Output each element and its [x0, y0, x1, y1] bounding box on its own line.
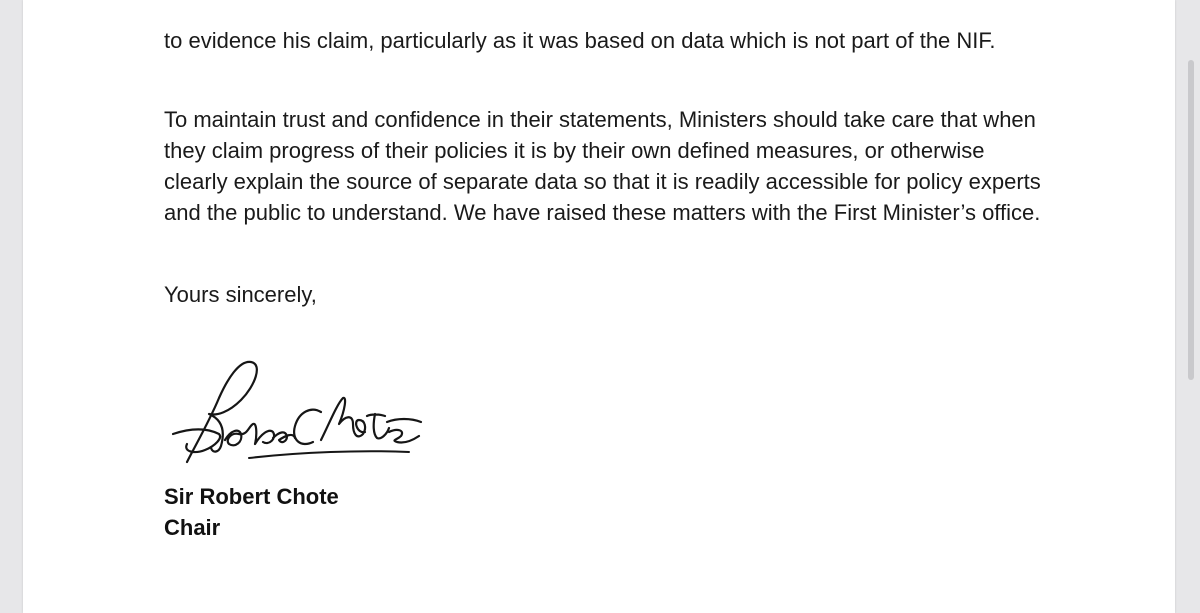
paragraph-continuation: to evidence his claim, particularly as it was based on data which is not part of the NIF.: [164, 28, 996, 53]
signatory-title: Chair: [164, 515, 221, 540]
vertical-scrollbar[interactable]: [1188, 60, 1194, 380]
paragraph-ministers-trust: To maintain trust and confidence in their statements, Ministers should take care that when they claim progress of their policies it is by their own defined measures, or otherwise clearly explain the source of separate data so that it is readily accessible for policy experts and the public to understand. We have raised these matters with the First Minister’s office.: [164, 107, 1041, 225]
signatory-name: Sir Robert Chote: [164, 484, 339, 509]
letter-page: [23, 0, 1175, 613]
closing-salutation: Yours sincerely,: [164, 282, 317, 307]
handwritten-signature: [161, 354, 431, 464]
